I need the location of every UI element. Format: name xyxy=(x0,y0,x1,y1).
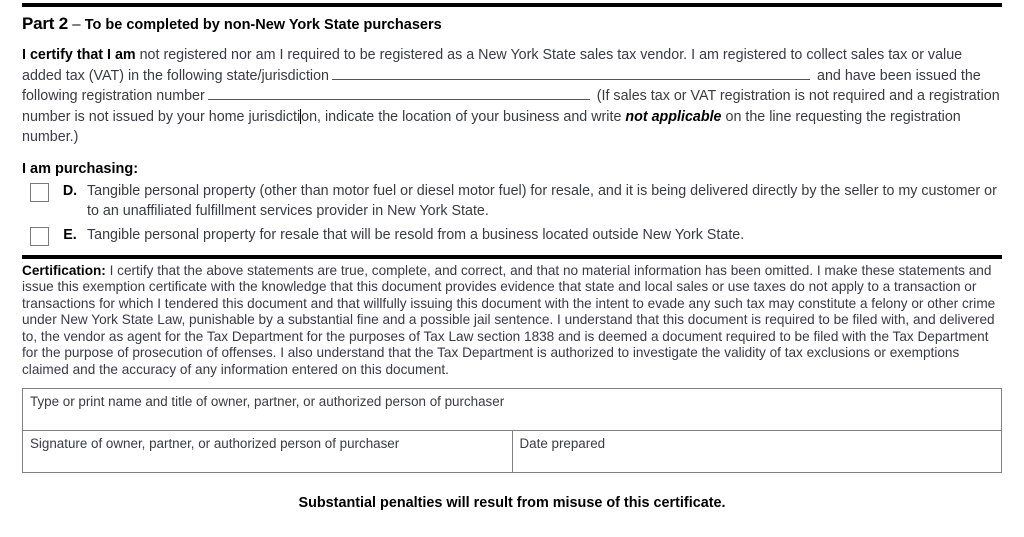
option-row-e[interactable] xyxy=(22,225,1002,246)
certify-text-1: not registered nor am I required to be registered as a New York State sales tax vendor. I am registered to collect sales tax or value added tax (VAT) in the following state/jurisdiction xyxy=(22,47,963,84)
purchasing-heading: I am purchasing: xyxy=(22,160,139,177)
part-top-rule xyxy=(22,3,1002,7)
purchasing-options xyxy=(22,181,1002,246)
certify-text-3: (If sales tax or VAT registration is not required and a registration number is not issued by your home jurisdicti xyxy=(22,88,1000,125)
table-row-name xyxy=(23,388,1002,430)
checkbox-option-e[interactable] xyxy=(30,227,49,246)
certification-paragraph xyxy=(22,263,1002,379)
certification-top-rule xyxy=(22,255,1002,259)
certify-lead-bold: I certify that I am xyxy=(22,47,136,63)
form-page xyxy=(0,3,1024,537)
state-jurisdiction-input[interactable] xyxy=(332,66,810,80)
part-title: To be completed by non-New York State purchasers xyxy=(84,17,442,33)
date-prepared-label: Date prepared xyxy=(519,435,606,451)
certification-label: Certification: xyxy=(22,262,106,278)
part-dash: – xyxy=(68,16,85,33)
certify-text-2: and have been issued the following registration number xyxy=(22,67,981,104)
certification-body: I certify that the above statements are true, complete, and correct, and that no material information has been omitted. I make these statements and issue this exemption certificate with the knowledge that this document provides evidence that state and local sales or use taxes do not apply to a transaction or transactions for which I tendered this document and that willfully issuing this document with the intent to evade any such tax may constitute a felony or other crime under New York State Law, punishable by a substantial fine and a possible jail sentence. I understand that this document is required to be filed with, and delivered to, the vendor as agent for the Tax Department for the purposes of Tax Law section 1838 and is deemed a document required to be filed with the Tax Department for the purpose of prosecution of offenses. I also understand that the Tax Department is authorized to investigate the validity of tax exclusions or exemptions claimed and the accuracy of any information entered on this document. xyxy=(22,262,996,378)
registration-number-input[interactable] xyxy=(208,86,590,100)
signature-table xyxy=(22,388,1002,473)
name-title-label: Type or print name and title of owner, partner, or authorized person of purchaser xyxy=(30,393,505,409)
option-row-d[interactable] xyxy=(22,181,1002,222)
not-applicable-emphasis: not applicable xyxy=(625,108,722,125)
penalties-footer-note: Substantial penalties will result from misuse of this certificate. xyxy=(298,494,726,511)
option-text-e: Tangible personal property for resale that will be resold from a business located outside New York State. xyxy=(87,226,745,243)
signature-label: Signature of owner, partner, or authorized person of purchaser xyxy=(30,435,400,451)
date-prepared-field[interactable] xyxy=(512,430,1002,472)
part-heading xyxy=(22,15,1002,34)
certify-text-4: on, indicate the location of your business and write xyxy=(301,108,626,125)
checkbox-option-d[interactable] xyxy=(30,183,49,202)
name-title-field[interactable] xyxy=(23,388,1002,430)
certify-text-5: on the line requesting the registration number.) xyxy=(22,108,961,145)
signature-field[interactable] xyxy=(23,430,513,472)
table-row-signature xyxy=(23,430,1002,472)
part-number: Part 2 xyxy=(22,14,69,33)
option-letter-d: D. xyxy=(62,182,78,199)
certify-paragraph xyxy=(22,45,1002,148)
option-text-d: Tangible personal property (other than motor fuel or diesel motor fuel) for resale, and it is being delivered directly by the seller to my customer or to an unaffiliated fulfillment services provider in New York State. xyxy=(87,182,997,219)
option-letter-e: E. xyxy=(63,226,77,243)
